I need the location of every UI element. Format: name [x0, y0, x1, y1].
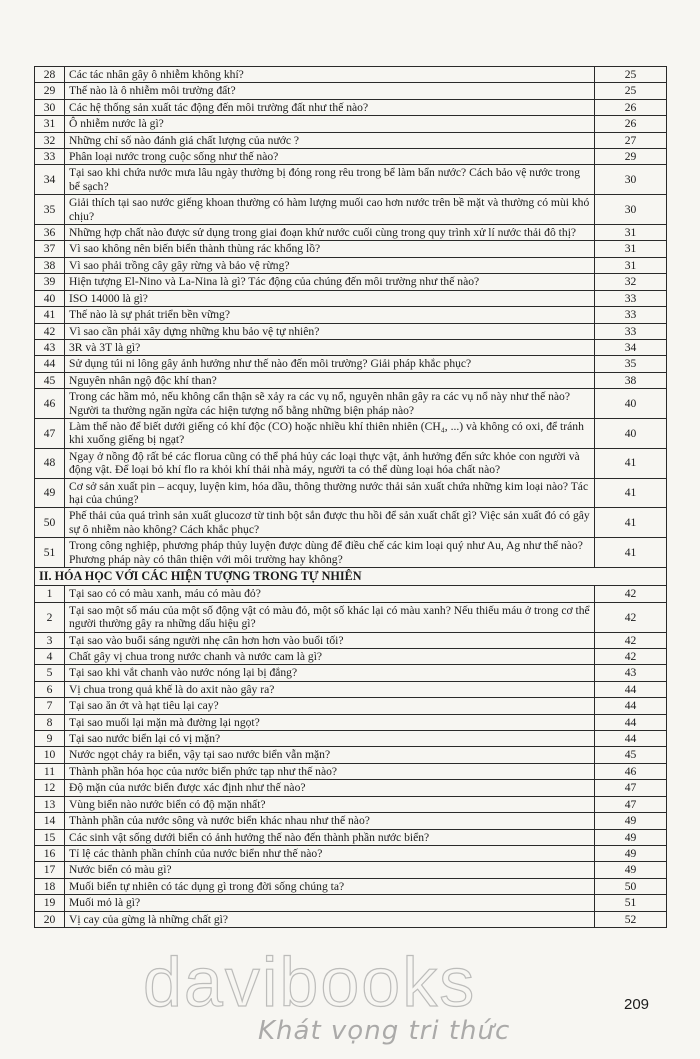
- page-number: 209: [624, 996, 650, 1013]
- row-title: Vì sao cần phải xây dựng những khu bảo vệ tự nhiên?: [65, 323, 595, 339]
- row-title: Ngay ở nồng độ rất bé các florua cũng có thể phá hủy các loại thực vật, ảnh hưởng đến sức khỏe con người và động vật. Để loại bỏ khí flo ra khỏi khí thải nhà máy, người ta có thể dùng loại hóa chất nào?: [65, 448, 595, 478]
- row-number: 2: [35, 602, 65, 632]
- row-page: 31: [595, 257, 667, 273]
- row-title: Tại sao vào buổi sáng người nhẹ cân hơn hơn vào buổi tối?: [65, 632, 595, 648]
- toc-row: [35, 845, 667, 861]
- row-page: 43: [595, 665, 667, 681]
- toc-row: [35, 307, 667, 323]
- toc-row: [35, 389, 667, 419]
- toc-part2: [35, 586, 667, 928]
- row-page: 31: [595, 241, 667, 257]
- row-title: Ô nhiễm nước là gì?: [65, 116, 595, 132]
- row-title: Muối biển tự nhiên có tác dụng gì trong đời sống chúng ta?: [65, 878, 595, 894]
- row-number: 28: [35, 67, 65, 83]
- toc-row: [35, 796, 667, 812]
- toc-row: [35, 714, 667, 730]
- row-number: 19: [35, 895, 65, 911]
- row-number: 4: [35, 649, 65, 665]
- toc-row: [35, 862, 667, 878]
- row-title: Vì sao phải trồng cây gây rừng và bảo vệ rừng?: [65, 257, 595, 273]
- toc-row: [35, 225, 667, 241]
- toc-row: [35, 780, 667, 796]
- row-number: 45: [35, 372, 65, 388]
- row-page: 42: [595, 632, 667, 648]
- row-title: Hiện tượng El-Nino và La-Nina là gì? Tác động của chúng đến môi trường như thế nào?: [65, 274, 595, 290]
- row-title: Tại sao nước biển lại có vị mặn?: [65, 731, 595, 747]
- row-page: 25: [595, 83, 667, 99]
- row-number: 3: [35, 632, 65, 648]
- row-title: Vì sao không nên biến biển thành thùng rác khổng lồ?: [65, 241, 595, 257]
- row-page: 29: [595, 149, 667, 165]
- row-number: 38: [35, 257, 65, 273]
- toc-row: [35, 83, 667, 99]
- toc-row: [35, 829, 667, 845]
- toc-row: [35, 274, 667, 290]
- toc-row: [35, 323, 667, 339]
- row-page: 47: [595, 780, 667, 796]
- row-number: 12: [35, 780, 65, 796]
- watermark-tagline: Khát vọng tri thức: [258, 1016, 511, 1046]
- row-number: 17: [35, 862, 65, 878]
- row-title: Vị cay của gừng là những chất gì?: [65, 911, 595, 927]
- row-title: Thành phần của nước sông và nước biển khác nhau như thế nào?: [65, 813, 595, 829]
- row-number: 51: [35, 538, 65, 568]
- row-page: 46: [595, 763, 667, 779]
- toc-row: [35, 665, 667, 681]
- row-number: 10: [35, 747, 65, 763]
- row-page: 42: [595, 649, 667, 665]
- row-title: Phân loại nước trong cuộc sống như thế nào?: [65, 149, 595, 165]
- toc-row: [35, 698, 667, 714]
- toc-row: [35, 116, 667, 132]
- toc-row: [35, 586, 667, 602]
- row-page: 38: [595, 372, 667, 388]
- row-page: 25: [595, 67, 667, 83]
- row-page: 41: [595, 448, 667, 478]
- row-title: ISO 14000 là gì?: [65, 290, 595, 306]
- toc-row: [35, 165, 667, 195]
- toc-row: [35, 149, 667, 165]
- toc-row: [35, 649, 667, 665]
- toc-row: [35, 813, 667, 829]
- row-number: 14: [35, 813, 65, 829]
- row-page: 33: [595, 290, 667, 306]
- toc-table: [34, 66, 667, 928]
- row-number: 7: [35, 698, 65, 714]
- row-page: 49: [595, 813, 667, 829]
- row-page: 30: [595, 195, 667, 225]
- row-number: 40: [35, 290, 65, 306]
- row-page: 27: [595, 132, 667, 148]
- row-page: 40: [595, 418, 667, 448]
- row-title: Nước ngọt chảy ra biển, vậy tại sao nước biển vẫn mặn?: [65, 747, 595, 763]
- toc-row: [35, 895, 667, 911]
- row-number: 15: [35, 829, 65, 845]
- row-number: 48: [35, 448, 65, 478]
- row-number: 20: [35, 911, 65, 927]
- row-page: 44: [595, 731, 667, 747]
- row-page: 41: [595, 538, 667, 568]
- row-title: Trong các hầm mỏ, nếu không cẩn thận sẽ xảy ra các vụ nổ, nguyên nhân gây ra các vụ nổ này như thế nào? Người ta thường ngăn ngừa các hiện tượng nổ bằng những biện pháp nào?: [65, 389, 595, 419]
- row-title: Tại sao khi chứa nước mưa lâu ngày thường bị đóng rong rêu trong bể làm bẩn nước? Cách bảo vệ nước trong bể sạch?: [65, 165, 595, 195]
- toc-row: [35, 911, 667, 927]
- row-number: 39: [35, 274, 65, 290]
- row-title: Làm thế nào để biết dưới giếng có khí độc (CO) hoặc nhiều khí thiên nhiên (CH₄, ...) và không có oxi, để tránh khi xuống giếng bị ngạt?: [65, 418, 595, 448]
- row-page: 49: [595, 862, 667, 878]
- toc-row: [35, 632, 667, 648]
- row-title: Độ mặn của nước biển được xác định như thế nào?: [65, 780, 595, 796]
- toc-row: [35, 290, 667, 306]
- row-number: 30: [35, 99, 65, 115]
- row-page: 52: [595, 911, 667, 927]
- row-number: 50: [35, 508, 65, 538]
- toc-row: [35, 241, 667, 257]
- row-title: Tại sao khi vắt chanh vào nước nóng lại bị đắng?: [65, 665, 595, 681]
- row-title: Giải thích tại sao nước giếng khoan thường có hàm lượng muối cao hơn nước trên bề mặt và thường có mùi khó chịu?: [65, 195, 595, 225]
- toc-row: [35, 731, 667, 747]
- row-page: 50: [595, 878, 667, 894]
- section-heading-row: [35, 568, 667, 586]
- row-title: Các hệ thống sản xuất tác động đến môi trường đất như thế nào?: [65, 99, 595, 115]
- row-number: 44: [35, 356, 65, 372]
- toc-part1: [35, 67, 667, 568]
- row-number: 49: [35, 478, 65, 508]
- row-page: 47: [595, 796, 667, 812]
- row-number: 6: [35, 681, 65, 697]
- toc-row: [35, 878, 667, 894]
- row-page: 33: [595, 307, 667, 323]
- toc-row: [35, 747, 667, 763]
- row-title: Vùng biển nào nước biển có độ mặn nhất?: [65, 796, 595, 812]
- row-title: Tại sao một số máu của một số động vật có màu đỏ, một số khác lại có màu xanh? Nếu thiếu máu ở trong cơ thể người thường gây ra những dấu hiệu gì?: [65, 602, 595, 632]
- row-page: 32: [595, 274, 667, 290]
- row-title: Cơ sở sản xuất pin – acquy, luyện kim, hóa dầu, thông thường nước thải sản xuất chứa những kim loại nào? Tác hại của chúng?: [65, 478, 595, 508]
- row-page: 34: [595, 339, 667, 355]
- row-title: Tại sao ăn ớt và hạt tiêu lại cay?: [65, 698, 595, 714]
- toc-row: [35, 356, 667, 372]
- toc-section: [35, 568, 667, 586]
- toc-row: [35, 478, 667, 508]
- row-page: 44: [595, 681, 667, 697]
- row-number: 32: [35, 132, 65, 148]
- row-page: 31: [595, 225, 667, 241]
- row-page: 45: [595, 747, 667, 763]
- row-number: 36: [35, 225, 65, 241]
- row-page: 44: [595, 714, 667, 730]
- row-page: 33: [595, 323, 667, 339]
- toc-row: [35, 257, 667, 273]
- row-title: Nguyên nhân ngộ độc khí than?: [65, 372, 595, 388]
- row-number: 35: [35, 195, 65, 225]
- row-number: 1: [35, 586, 65, 602]
- row-title: Vị chua trong quả khế là do axit nào gây ra?: [65, 681, 595, 697]
- toc-row: [35, 763, 667, 779]
- row-number: 34: [35, 165, 65, 195]
- toc-row: [35, 602, 667, 632]
- row-page: 26: [595, 99, 667, 115]
- row-title: Nước biển có màu gì?: [65, 862, 595, 878]
- row-page: 44: [595, 698, 667, 714]
- row-title: Sử dụng túi ni lông gây ảnh hưởng như thế nào đến môi trường? Giải pháp khắc phục?: [65, 356, 595, 372]
- toc-row: [35, 372, 667, 388]
- row-title: Tại sao muối lại mặn mà đường lại ngọt?: [65, 714, 595, 730]
- row-number: 33: [35, 149, 65, 165]
- row-title: Thành phần hóa học của nước biển phức tạp như thế nào?: [65, 763, 595, 779]
- row-title: Các sinh vật sống dưới biển có ảnh hưởng thế nào đến thành phần nước biển?: [65, 829, 595, 845]
- row-number: 37: [35, 241, 65, 257]
- toc-row: [35, 538, 667, 568]
- row-number: 11: [35, 763, 65, 779]
- toc-row: [35, 339, 667, 355]
- row-number: 16: [35, 845, 65, 861]
- row-title: Tại sao cỏ có màu xanh, máu có màu đỏ?: [65, 586, 595, 602]
- row-page: 30: [595, 165, 667, 195]
- row-title: Thế nào là ô nhiễm môi trường đất?: [65, 83, 595, 99]
- row-title: Các tác nhân gây ô nhiễm không khí?: [65, 67, 595, 83]
- row-title: Chất gây vị chua trong nước chanh và nước cam là gì?: [65, 649, 595, 665]
- row-number: 47: [35, 418, 65, 448]
- row-title: 3R và 3T là gì?: [65, 339, 595, 355]
- row-number: 13: [35, 796, 65, 812]
- toc-row: [35, 195, 667, 225]
- watermark-brand: davibooks: [143, 943, 477, 1021]
- toc-row: [35, 508, 667, 538]
- row-number: 9: [35, 731, 65, 747]
- toc-row: [35, 418, 667, 448]
- row-number: 5: [35, 665, 65, 681]
- row-title: Phế thải của quá trình sản xuất glucozơ từ tinh bột sắn được thu hồi để sản xuất chất gì? Việc sản xuất đó có gây sự ô nhiễm nào không? Cách khắc phục?: [65, 508, 595, 538]
- row-title: Thế nào là sự phát triển bền vững?: [65, 307, 595, 323]
- row-number: 42: [35, 323, 65, 339]
- row-page: 49: [595, 845, 667, 861]
- row-number: 8: [35, 714, 65, 730]
- toc-row: [35, 67, 667, 83]
- section-title: II. HÓA HỌC VỚI CÁC HIỆN TƯỢNG TRONG TỰ NHIÊN: [35, 568, 667, 586]
- row-page: 40: [595, 389, 667, 419]
- row-page: 41: [595, 508, 667, 538]
- row-title: Trong công nghiệp, phương pháp thủy luyện được dùng để điều chế các kim loại quý như Au, Ag như thế nào? Phương pháp này có thân thiện với môi trường hay không?: [65, 538, 595, 568]
- row-title: Những chỉ số nào đánh giá chất lượng của nước ?: [65, 132, 595, 148]
- row-page: 42: [595, 586, 667, 602]
- toc-row: [35, 132, 667, 148]
- row-page: 26: [595, 116, 667, 132]
- row-page: 49: [595, 829, 667, 845]
- row-number: 43: [35, 339, 65, 355]
- row-number: 46: [35, 389, 65, 419]
- row-number: 41: [35, 307, 65, 323]
- row-number: 31: [35, 116, 65, 132]
- row-title: Những hợp chất nào được sử dụng trong giai đoạn khử nước cuối cùng trong quy trình xử lí nước thải đô thị?: [65, 225, 595, 241]
- toc-row: [35, 448, 667, 478]
- row-page: 35: [595, 356, 667, 372]
- row-number: 29: [35, 83, 65, 99]
- row-title: Tỉ lệ các thành phần chính của nước biển như thế nào?: [65, 845, 595, 861]
- toc-row: [35, 99, 667, 115]
- row-page: 51: [595, 895, 667, 911]
- row-page: 41: [595, 478, 667, 508]
- row-page: 42: [595, 602, 667, 632]
- row-number: 18: [35, 878, 65, 894]
- row-title: Muối mỏ là gì?: [65, 895, 595, 911]
- toc-row: [35, 681, 667, 697]
